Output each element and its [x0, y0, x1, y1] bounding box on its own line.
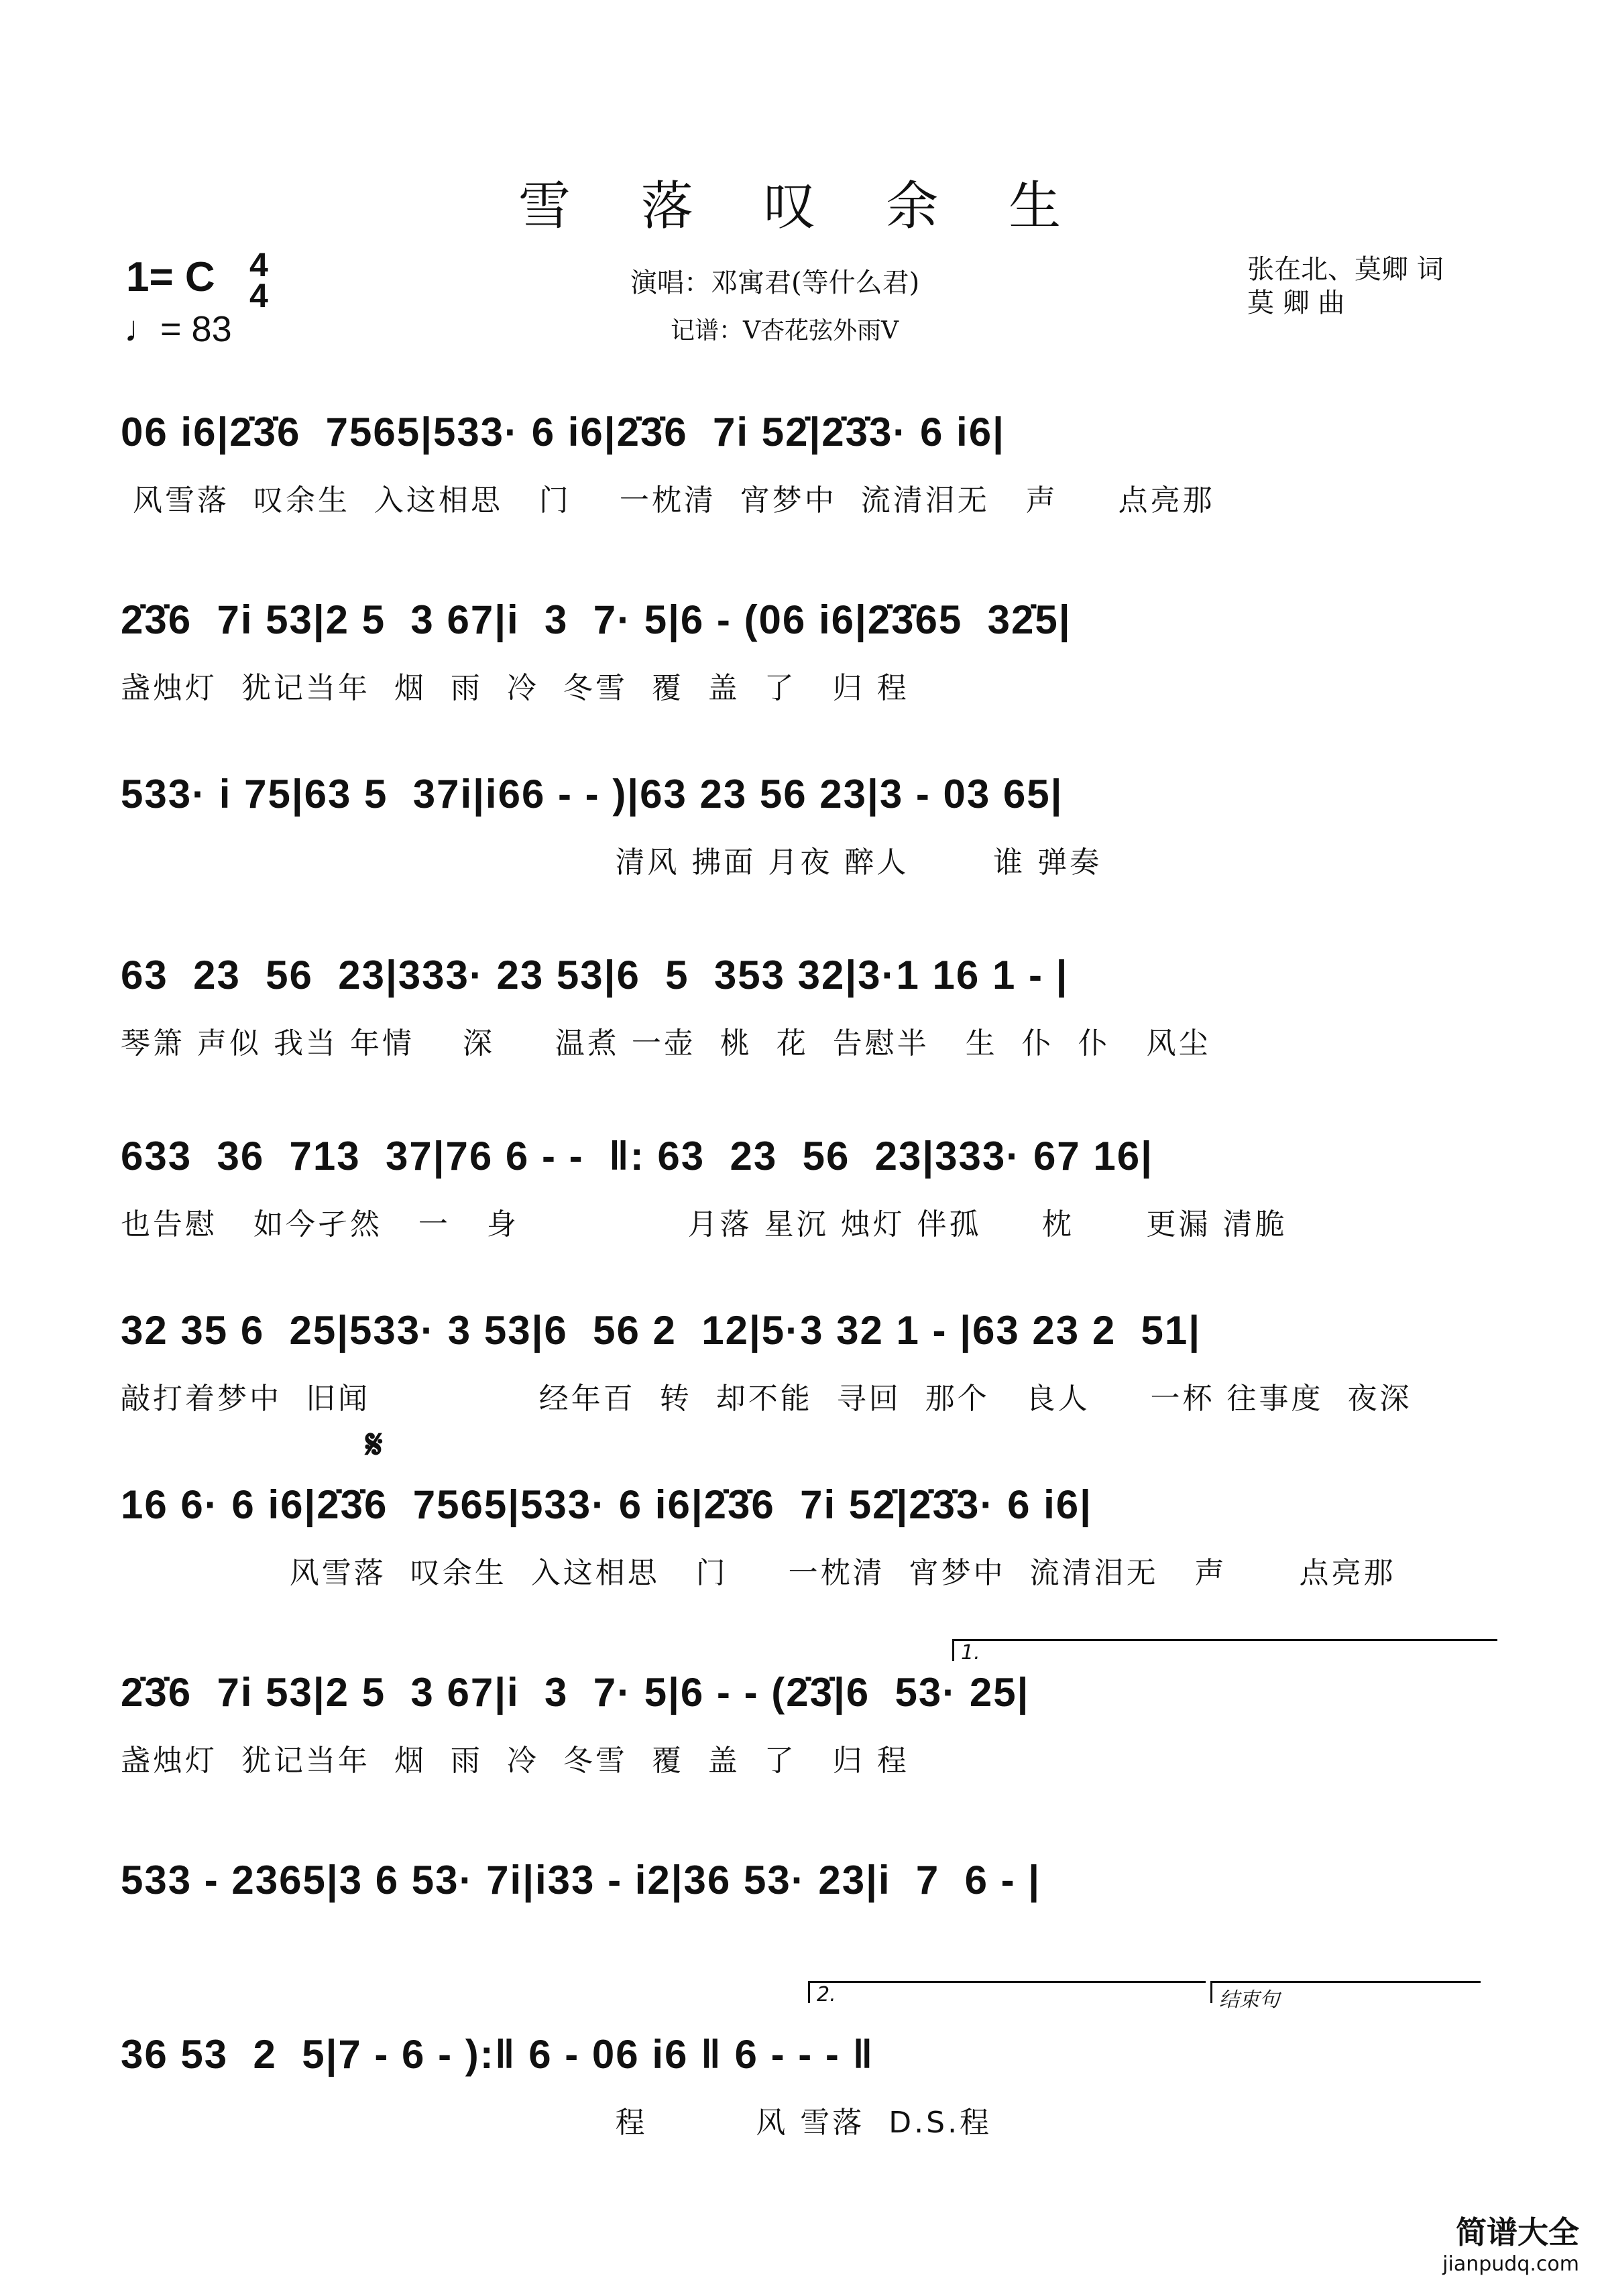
lyricist-credit: 张在北、莫卿 词 [1247, 254, 1444, 285]
ending-label: 结束句 [1210, 1981, 1481, 2003]
notation-line: 32 35 6 25|533· 3 53|6 56 2 12|5·3 32 1 - |63 23 2 51| [121, 1308, 1202, 1353]
volta-1: 1. [952, 1639, 1497, 1661]
watermark-site: jianpudq.com [1442, 2252, 1579, 2276]
lyric-line: 盏烛灯 犹记当年 烟 雨 冷 冬雪 覆 盖 了 归 程 [121, 671, 909, 705]
segno-sign: 𝄋 [365, 1421, 383, 1468]
notation-line: 36 53 2 5|7 - 6 - ):‖ 6 - 06 i6 ‖ 6 - - - ‖ [121, 2032, 874, 2077]
tempo-marking: ♩= 83 [124, 309, 232, 349]
time-signature [249, 246, 268, 314]
singer-credit: 演唱：邓寓君(等什么君) [630, 267, 920, 298]
score-system [121, 1663, 1489, 1823]
score-system [121, 945, 1489, 1106]
composer-credit: 莫 卿 曲 [1247, 288, 1345, 318]
lyric-line: 也告慰 如今孑然 一 身 月落 星沉 烛灯 伴孤 枕 更漏 清脆 [121, 1207, 1287, 1242]
watermark-name: 简谱大全 [1456, 2214, 1579, 2250]
score-system [121, 2025, 1489, 2185]
lyric-line: 盏烛灯 犹记当年 烟 雨 冷 冬雪 覆 盖 了 归 程 [121, 1744, 909, 1778]
score-system [121, 1126, 1489, 1287]
score-system [121, 1475, 1489, 1636]
notation-line: 633 36 713 37|76 6 - - ‖: 63 23 56 23|333· 67 16| [121, 1134, 1153, 1179]
notation-line: 06 i6|2̇3̇6 7565|533· 6 i6|2̇3̇6 7i 52̇|2̇3̇3· 6 i6| [121, 410, 1005, 455]
time-sig-bottom: 4 [249, 277, 268, 314]
notation-line: 533 - 2365|3 6 53· 7i|i33 - i2|36 53· 23|i 7 6 - | [121, 1858, 1041, 1902]
key-signature: 1= C [126, 254, 215, 300]
lyric-line: 风雪落 叹余生 入这相思 门 一枕清 宵梦中 流清泪无 声 点亮那 [121, 483, 1215, 518]
lyric-line: 清风 拂面 月夜 醉人 谁 弹奏 [121, 845, 1102, 880]
notation-line: 533· i 75|63 5 37i|i66 - - )|63 23 56 23|3 - 03 65| [121, 772, 1064, 817]
volta-2: 2. [808, 1981, 1206, 2003]
score-system [121, 590, 1489, 751]
lyric-line: 风雪落 叹余生 入这相思 门 一枕清 宵梦中 流清泪无 声 点亮那 [121, 1556, 1396, 1590]
notation-line: 16 6· 6 i6|2̇3̇6 7565|533· 6 i6|2̇3̇6 7i 52̇|2̇3̇3· 6 i6| [121, 1482, 1092, 1527]
lyric-line: 琴箫 声似 我当 年情 深 温煮 一壶 桃 花 告慰半 生 仆 仆 风尘 [121, 1026, 1211, 1061]
song-title: 雪 落 叹 余 生 [518, 176, 1088, 237]
lyric-line: 程 风 雪落 D.S.程 [121, 2106, 992, 2140]
score-system [121, 402, 1489, 563]
time-sig-top: 4 [249, 246, 268, 284]
score-system [121, 1301, 1489, 1461]
notation-line: 2̇3̇6 7i 53|2 5 3 67|i 3 7· 5|6 - (06 i6|2̇3̇65 32̇5| [121, 597, 1072, 642]
notation-line: 2̇3̇6 7i 53|2 5 3 67|i 3 7· 5|6 - - (2̇3̇|6 53· 25| [121, 1670, 1030, 1715]
lyric-line: 敲打着梦中 旧闻 经年百 转 却不能 寻回 那个 良人 一杯 往事度 夜深 [121, 1382, 1412, 1416]
notation-line: 63 23 56 23|333· 23 53|6 5 353 32|3·1 16 1 - | [121, 953, 1069, 998]
watermark [1442, 2208, 1579, 2276]
transcriber-credit: 记谱：V杏花弦外雨V [671, 317, 899, 345]
score-system [121, 764, 1489, 925]
